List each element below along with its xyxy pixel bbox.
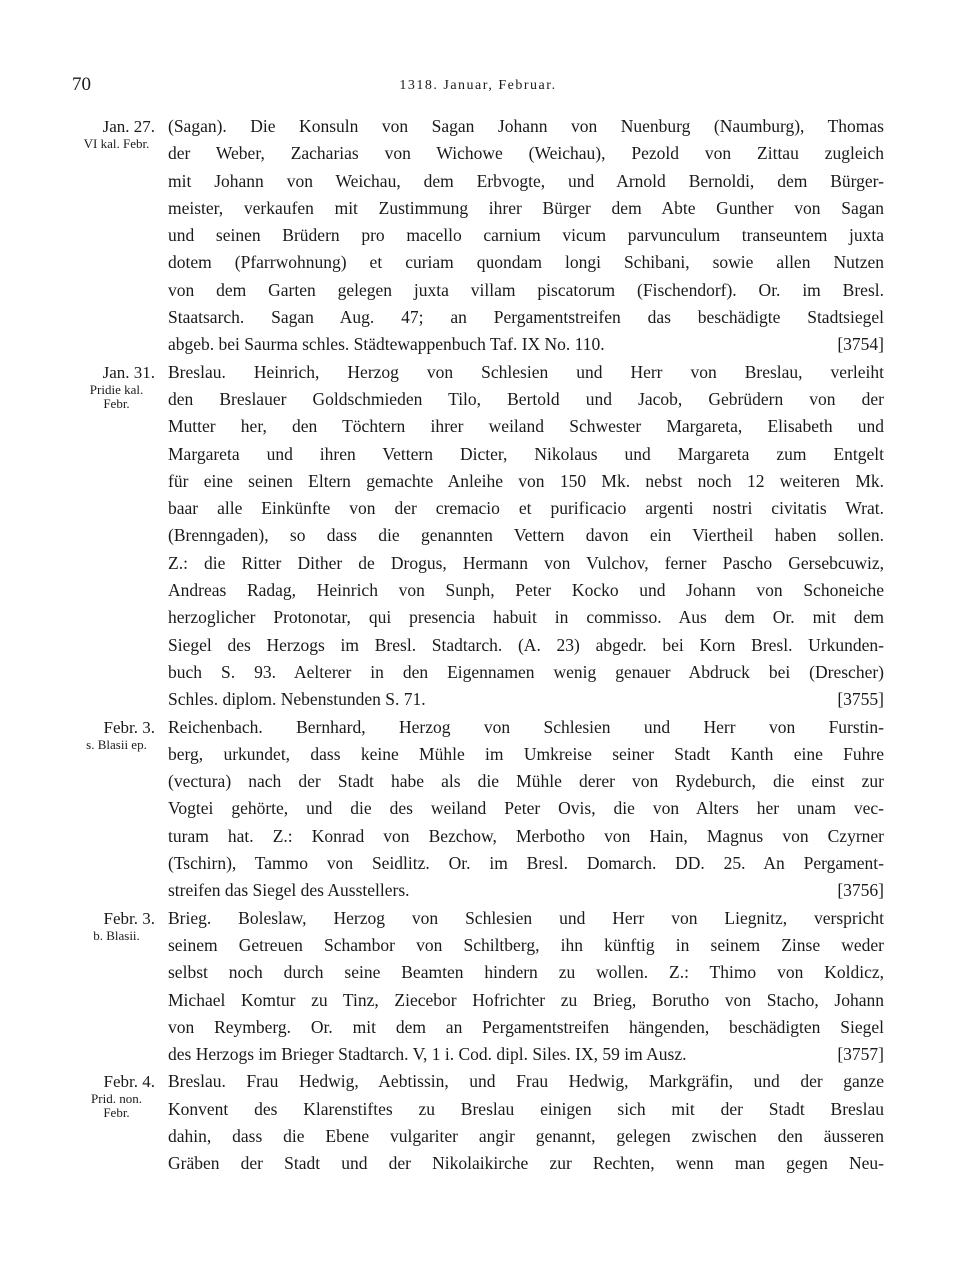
entry (0, 714, 960, 905)
text-line: Mutter her, den Töchtern ihrer weiland Schwester Margareta, Elisabeth und (168, 416, 884, 437)
entry-text (168, 714, 884, 905)
text-line: meister, verkaufen mit Zustimmung ihrer Bürger dem Abte Gunther von Sagan (168, 197, 884, 218)
text-last-line (168, 1041, 884, 1068)
text-line: (vectura) nach der Stadt habe als die Mühle derer von Rydeburch, die einst zur (168, 771, 884, 792)
entry-date: Jan. 27. (102, 117, 155, 136)
text-last-line (168, 331, 884, 358)
text-line: Siegel des Herzogs im Bresl. Stadtarch. (A. 23) abgedr. bei Korn Bresl. Urkunden- (168, 634, 884, 655)
entry (0, 359, 960, 714)
entry-date: Febr. 3. (103, 717, 155, 737)
entry-number: [3756] (837, 880, 884, 901)
text-last-line (168, 877, 884, 904)
text-line: Margareta und ihren Vettern Dicter, Nikolaus und Margareta zum Entgelt (168, 443, 884, 464)
entry-text (168, 359, 884, 714)
text-line: Vogtei gehörte, und die des weiland Peter Ovis, die von Alters her unam vec- (168, 798, 884, 819)
text-line: Staatsarch. Sagan Aug. 47; an Pergamentstreifen das beschädigte Stadtsiegel (168, 307, 884, 328)
text-line: Schles. diplom. Nebenstunden S. 71. (168, 689, 426, 710)
entry-number: [3757] (837, 1044, 884, 1065)
entry-date: Febr. 3. (103, 908, 155, 928)
text-line: Breslau. Frau Hedwig, Aebtissin, und Frau Hedwig, Markgräfin, und der ganze (168, 1071, 884, 1092)
page-header (72, 74, 884, 102)
entries-list (0, 113, 960, 1178)
text-line: Andreas Radag, Heinrich von Sunph, Peter Kocko und Johann von Schoneiche (168, 580, 884, 601)
text-line: den Breslauer Goldschmieden Tilo, Bertold und Jacob, Gebrüdern von der (168, 388, 884, 409)
text-line: buch S. 93. Aelterer in den Eigennamen wenig genauer Abdruck bei (Drescher) (168, 661, 884, 682)
text-line: (Tschirn), Tammo von Seidlitz. Or. im Bresl. Domarch. DD. 25. An Pergament- (168, 853, 884, 874)
entry-feast-day: b. Blasii. (93, 927, 140, 943)
text-line: baar alle Einkünfte von der cremacio et purificacio argenti nostri civitatis Wrat. (168, 498, 884, 519)
text-line: Breslau. Heinrich, Herzog von Schlesien und Herr von Breslau, verleiht (168, 361, 884, 382)
text-line: herzoglicher Protonotar, qui presencia habuit in commisso. Aus dem Or. mit dem (168, 607, 884, 628)
text-line: berg, urkundet, dass keine Mühle im Umkreise seiner Stadt Kanth eine Fuhre (168, 743, 884, 764)
entry-feast-day: Febr. (103, 1105, 130, 1121)
text-line: Z.: die Ritter Dither de Drogus, Hermann von Vulchov, ferner Pascho Gersebcuwiz, (168, 552, 884, 573)
text-line: für eine seinen Eltern gemachte Anleihe von 150 Mk. nebst noch 12 weiteren Mk. (168, 470, 884, 491)
text-line: mit Johann von Weichau, dem Erbvogte, und Arnold Bernoldi, dem Bürger- (168, 170, 884, 191)
text-line: von dem Garten gelegen juxta villam piscatorum (Fischendorf). Or. im Bresl. (168, 279, 884, 300)
entry (0, 905, 960, 1069)
text-line: Brieg. Boleslaw, Herzog von Schlesien und Herr von Liegnitz, verspricht (168, 907, 884, 928)
text-line: dahin, dass die Ebene vulgariter angir genannt, gelegen zwischen den äusseren (168, 1125, 884, 1146)
text-line: des Herzogs im Brieger Stadtarch. V, 1 i. Cod. dipl. Siles. IX, 59 im Ausz. (168, 1044, 687, 1065)
entry-text (168, 905, 884, 1069)
entry-margin (60, 359, 155, 411)
entry-text (168, 113, 884, 359)
entry-margin (60, 1068, 155, 1120)
entry-feast-day: Febr. (103, 395, 130, 411)
text-line: der Weber, Zacharias von Wichowe (Weichau), Pezold von Zittau zugleich (168, 143, 884, 164)
text-line: streifen das Siegel des Ausstellers. (168, 880, 410, 901)
text-line: selbst noch durch seine Beamten hindern zu wollen. Z.: Thimo von Koldicz, (168, 962, 884, 983)
entry-feast-day: Prid. non. (91, 1091, 142, 1107)
entry-feast-day: VI kal. Febr. (83, 136, 150, 151)
page-number: 70 (72, 74, 91, 95)
entry-feast-day: s. Blasii ep. (86, 736, 147, 752)
entry-margin (60, 714, 155, 752)
entry (0, 113, 960, 359)
text-line: von Reymberg. Or. mit dem an Pergamentstreifen hängenden, beschädigten Siegel (168, 1016, 884, 1037)
text-line: und seinen Brüdern pro macello carnium vicum parvunculum transeuntem juxta (168, 225, 884, 246)
entry-date: Jan. 31. (102, 362, 155, 382)
text-line: seinem Getreuen Schambor von Schiltberg, ihn künftig in seinem Zinse weder (168, 934, 884, 955)
entry-feast-day: Pridie kal. (89, 381, 144, 397)
text-line: Konvent des Klarenstiftes zu Breslau einigen sich mit der Stadt Breslau (168, 1098, 884, 1119)
text-line: (Brenngaden), so dass die genannten Vettern davon ein Viertheil haben sollen. (168, 525, 884, 546)
entry-number: [3755] (837, 689, 884, 710)
entry-margin (60, 113, 155, 151)
entry-margin (60, 905, 155, 943)
text-line: (Sagan). Die Konsuln von Sagan Johann von Nuenburg (Naumburg), Thomas (168, 116, 884, 136)
running-head: 1318. Januar, Februar. (399, 78, 557, 93)
entry-number: [3754] (837, 334, 884, 355)
text-line: turam hat. Z.: Konrad von Bezchow, Merbotho von Hain, Magnus von Czyrner (168, 825, 884, 846)
entry-text (168, 1068, 884, 1177)
text-line: dotem (Pfarrwohnung) et curiam quondam longi Schibani, sowie allen Nutzen (168, 252, 884, 273)
entry-date: Febr. 4. (103, 1072, 155, 1092)
text-line: Michael Komtur zu Tinz, Ziecebor Hofrichter zu Brieg, Borutho von Stacho, Johann (168, 989, 884, 1010)
entry (0, 1068, 960, 1177)
text-line: Reichenbach. Bernhard, Herzog von Schlesien und Herr von Furstin- (168, 716, 884, 737)
text-line: abgeb. bei Saurma schles. Städtewappenbuch Taf. IX No. 110. (168, 334, 605, 355)
text-line: Gräben der Stadt und der Nikolaikirche zur Rechten, wenn man gegen Neu- (168, 1153, 884, 1174)
text-last-line (168, 686, 884, 713)
